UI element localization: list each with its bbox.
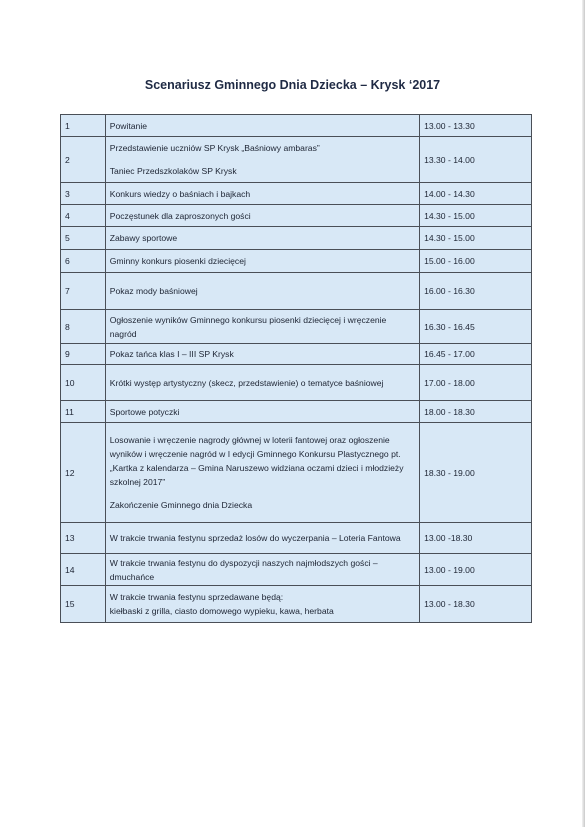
description-line: Powitanie: [109, 120, 148, 131]
description-line: Losowanie i wręczenie nagrody głównej w loterii fantowej oraz ogłoszenie wyników i wręczenie nagród w I edycji Gminnego Konkursu Plastycznego pt. „Kartka z kalendarza – Gmina Naruszewo widziana oczami dzieci i młodzieży szkolnej 2017”: [109, 435, 404, 487]
row-description: [105, 273, 419, 310]
row-number: 3: [61, 183, 106, 205]
description-line: Krótki występ artystyczny (skecz, przedstawienie) o tematyce baśniowej: [109, 377, 384, 388]
row-description: [105, 523, 419, 554]
row-description: [105, 227, 419, 250]
row-time: 17.00 - 18.00: [420, 365, 532, 401]
schedule-row: [61, 227, 532, 250]
row-number: 2: [61, 137, 106, 183]
row-time: 14.30 - 15.00: [420, 227, 532, 250]
row-time: 16.00 - 16.30: [420, 273, 532, 310]
row-time: 15.00 - 16.00: [420, 250, 532, 273]
row-number: 4: [61, 205, 106, 227]
schedule-row: [61, 365, 532, 401]
row-time: 13.00 -18.30: [420, 523, 532, 554]
row-number: 1: [61, 115, 106, 137]
description-line: Zakończenie Gminnego dnia Dziecka: [109, 500, 253, 510]
schedule-row: [61, 250, 532, 273]
schedule-row: [61, 344, 532, 365]
description-line: Sportowe potyczki: [109, 406, 180, 417]
row-time: 18.30 - 19.00: [420, 423, 532, 523]
description-line: W trakcie trwania festynu do dyspozycji naszych najmłodszych gości – dmuchańce: [109, 557, 378, 582]
row-description: [105, 183, 419, 205]
schedule-row: [61, 273, 532, 310]
row-number: 13: [61, 523, 106, 554]
row-description: [105, 423, 419, 523]
row-description: [105, 365, 419, 401]
description-line: Gminny konkurs piosenki dziecięcej: [109, 256, 246, 266]
row-description: [105, 137, 419, 183]
description-line: Pokaz mody baśniowej: [109, 286, 198, 296]
schedule-row: [61, 586, 532, 623]
row-number: 14: [61, 554, 106, 586]
row-time: 14.30 - 15.00: [420, 205, 532, 227]
row-number: 12: [61, 423, 106, 523]
row-number: 9: [61, 344, 106, 365]
row-number: 8: [61, 310, 106, 344]
description-line: Taniec Przedszkolaków SP Krysk: [109, 166, 237, 176]
schedule-row: [61, 523, 532, 554]
schedule-row: [61, 137, 532, 183]
row-time: 18.00 - 18.30: [420, 401, 532, 423]
schedule-row: [61, 310, 532, 344]
schedule-row: [61, 423, 532, 523]
description-line: kiełbaski z grilla, ciasto domowego wypieku, kawa, herbata: [109, 606, 334, 616]
row-time: 13.30 - 14.00: [420, 137, 532, 183]
schedule-row: [61, 554, 532, 586]
row-description: [105, 205, 419, 227]
row-time: 13.00 - 13.30: [420, 115, 532, 137]
row-number: 11: [61, 401, 106, 423]
row-time: 13.00 - 18.30: [420, 586, 532, 623]
schedule-table: [60, 114, 532, 623]
description-line: Pokaz tańca klas I – III SP Krysk: [109, 349, 234, 359]
row-time: 16.45 - 17.00: [420, 344, 532, 365]
description-line: Konkurs wiedzy o baśniach i bajkach: [109, 188, 251, 199]
row-number: 6: [61, 250, 106, 273]
description-line: Poczęstunek dla zaproszonych gości: [109, 210, 251, 221]
row-description: [105, 401, 419, 423]
schedule-rows: [61, 115, 532, 623]
row-description: [105, 554, 419, 586]
row-description: [105, 250, 419, 273]
row-number: 5: [61, 227, 106, 250]
row-description: [105, 310, 419, 344]
row-description: [105, 115, 419, 137]
row-time: 13.00 - 19.00: [420, 554, 532, 586]
row-number: 7: [61, 273, 106, 310]
row-time: 16.30 - 16.45: [420, 310, 532, 344]
schedule-row: [61, 401, 532, 423]
row-time: 14.00 - 14.30: [420, 183, 532, 205]
schedule-row: [61, 205, 532, 227]
row-description: [105, 586, 419, 623]
row-number: 10: [61, 365, 106, 401]
description-line: Ogłoszenie wyników Gminnego konkursu piosenki dziecięcej i wręczenie nagród: [109, 314, 387, 339]
row-number: 15: [61, 586, 106, 623]
schedule-row: [61, 115, 532, 137]
description-line: W trakcie trwania festynu sprzedaż losów do wyczerpania – Loteria Fantowa: [109, 533, 401, 543]
description-line: Przedstawienie uczniów SP Krysk „Baśniowy ambaras”: [109, 143, 320, 153]
description-line: Zabawy sportowe: [109, 233, 178, 243]
description-line: W trakcie trwania festynu sprzedawane będą:: [109, 592, 284, 602]
document-title: Scenariusz Gminnego Dnia Dziecka – Krysk ‘2017: [144, 78, 441, 92]
row-description: [105, 344, 419, 365]
schedule-row: [61, 183, 532, 205]
